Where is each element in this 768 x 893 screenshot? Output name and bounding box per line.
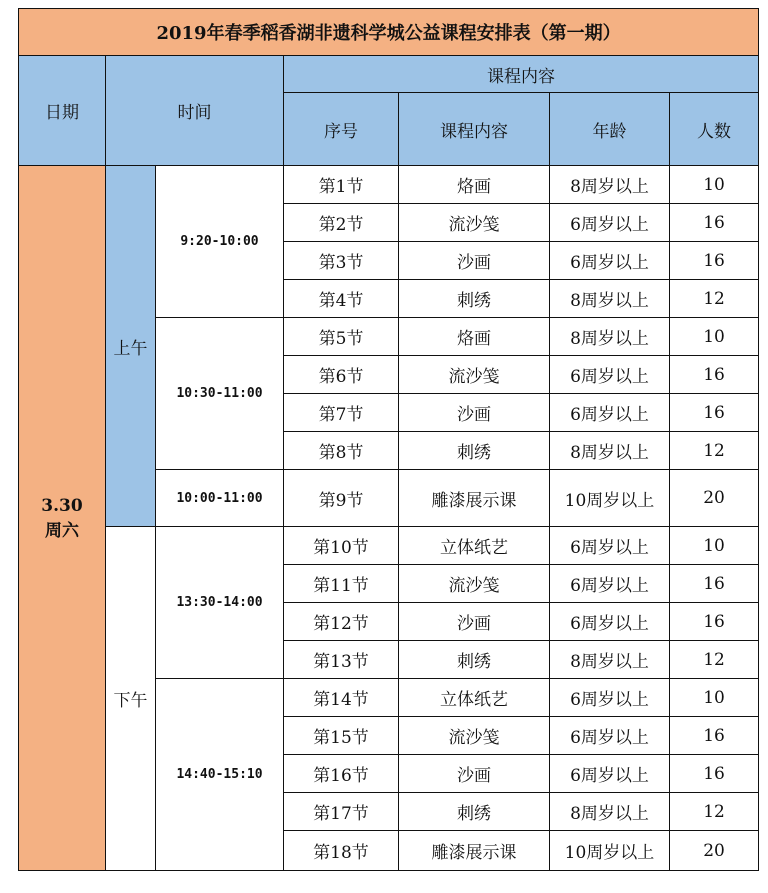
- seq-cell: 第17节: [284, 793, 399, 831]
- header-date: 日期: [19, 56, 106, 166]
- schedule-table: [18, 8, 759, 871]
- count-cell: 12: [670, 432, 759, 470]
- age-cell: 6周岁以上: [550, 755, 670, 793]
- course-cell: 流沙笺: [399, 204, 550, 242]
- age-cell: 6周岁以上: [550, 242, 670, 280]
- time-slot-cell: 10:30-11:00: [156, 318, 284, 470]
- seq-cell: 第18节: [284, 831, 399, 871]
- seq-cell: 第2节: [284, 204, 399, 242]
- age-cell: 6周岁以上: [550, 603, 670, 641]
- count-cell: 16: [670, 394, 759, 432]
- course-cell: 流沙笺: [399, 717, 550, 755]
- course-cell: 刺绣: [399, 641, 550, 679]
- seq-cell: 第10节: [284, 527, 399, 565]
- weekday: 周六: [45, 520, 79, 541]
- seq-cell: 第4节: [284, 280, 399, 318]
- count-cell: 16: [670, 356, 759, 394]
- seq-cell: 第8节: [284, 432, 399, 470]
- course-cell: 流沙笺: [399, 356, 550, 394]
- course-cell: 流沙笺: [399, 565, 550, 603]
- count-cell: 20: [670, 831, 759, 871]
- count-cell: 10: [670, 527, 759, 565]
- count-cell: 12: [670, 793, 759, 831]
- table-title: 2019年春季稻香湖非遗科学城公益课程安排表（第一期）: [19, 9, 759, 56]
- course-cell: 刺绣: [399, 432, 550, 470]
- count-cell: 16: [670, 603, 759, 641]
- course-cell: 刺绣: [399, 793, 550, 831]
- count-cell: 16: [670, 242, 759, 280]
- count-cell: 12: [670, 641, 759, 679]
- age-cell: 8周岁以上: [550, 641, 670, 679]
- count-cell: 16: [670, 204, 759, 242]
- age-cell: 10周岁以上: [550, 831, 670, 871]
- seq-cell: 第3节: [284, 242, 399, 280]
- course-cell: 沙画: [399, 755, 550, 793]
- course-cell: 立体纸艺: [399, 679, 550, 717]
- count-cell: 16: [670, 565, 759, 603]
- seq-cell: 第1节: [284, 166, 399, 204]
- count-cell: 12: [670, 280, 759, 318]
- age-cell: 6周岁以上: [550, 394, 670, 432]
- date-cell: [19, 166, 106, 871]
- course-cell: 沙画: [399, 394, 550, 432]
- header-count: 人数: [670, 93, 759, 166]
- seq-cell: 第16节: [284, 755, 399, 793]
- seq-cell: 第12节: [284, 603, 399, 641]
- seq-cell: 第9节: [284, 470, 399, 527]
- time-slot-cell: 14:40-15:10: [156, 679, 284, 871]
- time-slot-cell: 10:00-11:00: [156, 470, 284, 527]
- header-course: 课程内容: [399, 93, 550, 166]
- course-cell: 立体纸艺: [399, 527, 550, 565]
- course-cell: 雕漆展示课: [399, 470, 550, 527]
- course-cell: 沙画: [399, 603, 550, 641]
- header-age: 年龄: [550, 93, 670, 166]
- header-course-group: 课程内容: [284, 56, 759, 93]
- seq-cell: 第13节: [284, 641, 399, 679]
- course-cell: 沙画: [399, 242, 550, 280]
- header-seq: 序号: [284, 93, 399, 166]
- count-cell: 16: [670, 755, 759, 793]
- age-cell: 6周岁以上: [550, 204, 670, 242]
- period-cell: 下午: [106, 527, 156, 871]
- age-cell: 8周岁以上: [550, 793, 670, 831]
- table-row: [19, 527, 759, 565]
- age-cell: 8周岁以上: [550, 318, 670, 356]
- seq-cell: 第15节: [284, 717, 399, 755]
- course-cell: 烙画: [399, 318, 550, 356]
- age-cell: 6周岁以上: [550, 565, 670, 603]
- age-cell: 6周岁以上: [550, 717, 670, 755]
- time-slot-cell: 9:20-10:00: [156, 166, 284, 318]
- period-cell: 上午: [106, 166, 156, 527]
- count-cell: 10: [670, 318, 759, 356]
- seq-cell: 第11节: [284, 565, 399, 603]
- count-cell: 10: [670, 679, 759, 717]
- age-cell: 10周岁以上: [550, 470, 670, 527]
- age-cell: 6周岁以上: [550, 356, 670, 394]
- date-value: 3.30: [41, 495, 83, 516]
- seq-cell: 第7节: [284, 394, 399, 432]
- age-cell: 8周岁以上: [550, 166, 670, 204]
- time-slot-cell: 13:30-14:00: [156, 527, 284, 679]
- age-cell: 6周岁以上: [550, 527, 670, 565]
- count-cell: 20: [670, 470, 759, 527]
- course-cell: 刺绣: [399, 280, 550, 318]
- count-cell: 10: [670, 166, 759, 204]
- age-cell: 8周岁以上: [550, 280, 670, 318]
- seq-cell: 第6节: [284, 356, 399, 394]
- course-cell: 雕漆展示课: [399, 831, 550, 871]
- seq-cell: 第14节: [284, 679, 399, 717]
- age-cell: 6周岁以上: [550, 679, 670, 717]
- count-cell: 16: [670, 717, 759, 755]
- header-time: 时间: [106, 56, 284, 166]
- table-row: [19, 166, 759, 204]
- course-cell: 烙画: [399, 166, 550, 204]
- seq-cell: 第5节: [284, 318, 399, 356]
- age-cell: 8周岁以上: [550, 432, 670, 470]
